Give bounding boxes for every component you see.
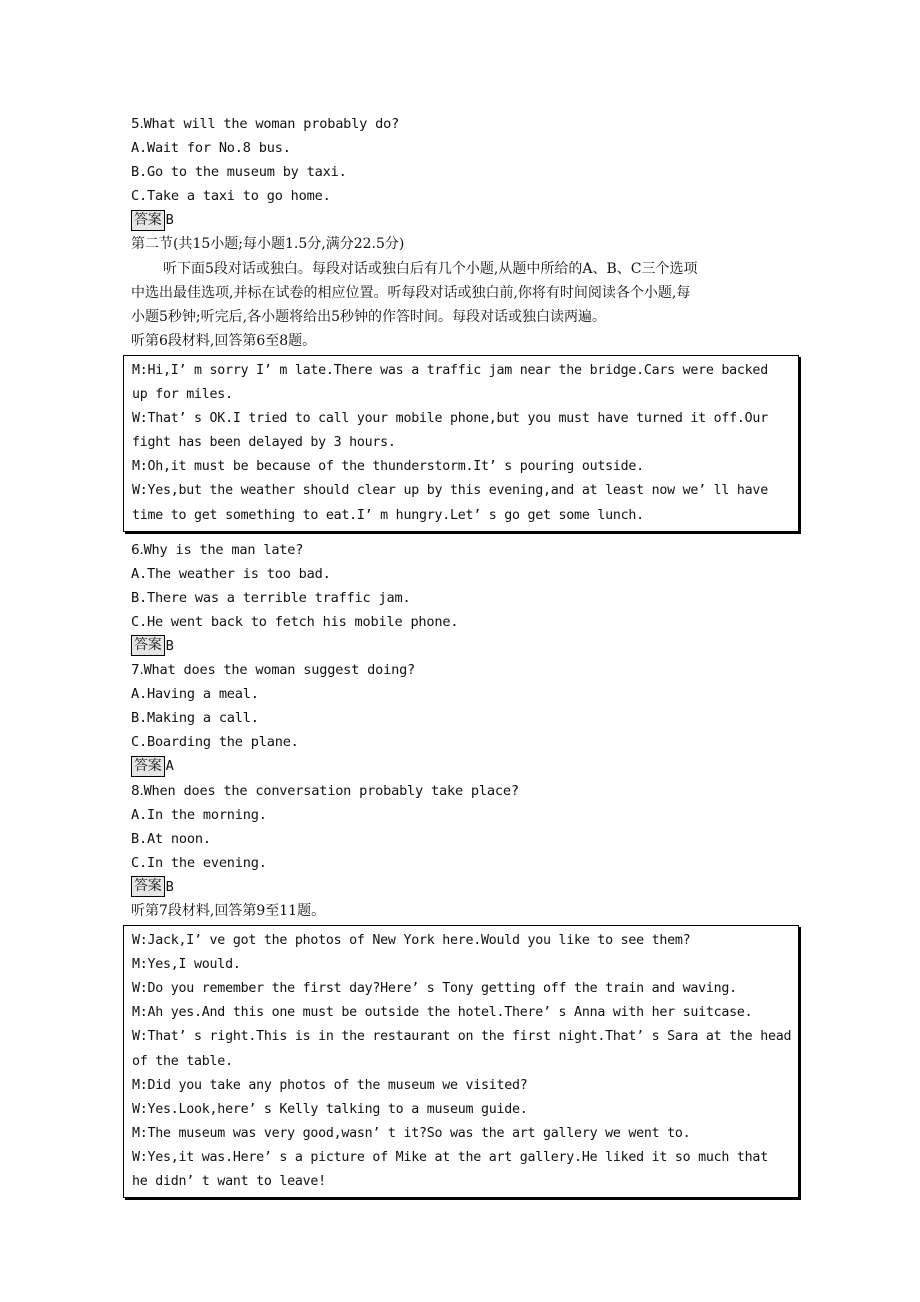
question-5-option-c: C.Take a taxi to go home.	[131, 188, 331, 205]
question-7-option-b: B.Making a call.	[131, 710, 259, 727]
question-number: 6.	[131, 541, 144, 558]
answer-value: A	[165, 758, 174, 775]
material-7-intro: 听第7段材料,回答第9至11题。	[131, 903, 326, 919]
question-7-option-c: C.Boarding the plane.	[131, 734, 299, 751]
transcript-line: W:Yes,but the weather should clear up by this evening,and at least now we’ ll have	[132, 483, 768, 499]
question-8-stem: 8.When does the conversation probably take place?	[131, 782, 519, 799]
material-7-transcript-box	[123, 925, 799, 1198]
question-number: 5.	[131, 116, 144, 132]
question-8-option-c: C.In the evening.	[131, 854, 267, 871]
instructions-line-2: 中选出最佳选项,并标在试卷的相应位置。听每段对话或独白前,你将有时间阅读各个小题,每	[131, 284, 691, 301]
question-7-stem: 7.What does the woman suggest doing?	[131, 662, 416, 679]
question-6-option-b: B.There was a terrible traffic jam.	[131, 589, 411, 606]
question-7-answer	[131, 754, 801, 778]
transcript-line: time to get something to eat.I’ m hungry.Let’ s go get some lunch.	[132, 507, 644, 523]
transcript-line: W:Jack,I’ ve got the photos of New York here.Would you like to see them?	[132, 933, 691, 949]
question-8-answer	[131, 875, 801, 899]
transcript-line: M:Hi,I’ m sorry I’ m late.There was a traffic jam near the bridge.Cars were backed	[132, 362, 768, 378]
question-5-answer	[131, 208, 801, 232]
instructions-line-1: 听下面5段对话或独白。每段对话或独白后有几个小题,从题中所给的A、B、C三个选项	[163, 260, 698, 277]
transcript-line: W:That’ s right.This is in the restaurant on the first night.That’ s Sara at the head	[132, 1029, 792, 1045]
material-6-transcript-box	[123, 355, 799, 532]
question-7-option-a: A.Having a meal.	[131, 686, 259, 703]
transcript-line: up for miles.	[132, 387, 233, 403]
answer-label-box: 答案	[131, 635, 165, 656]
transcript-line: M:The museum was very good,wasn’ t it?So was the art gallery we went to.	[132, 1125, 691, 1141]
transcript-line: W:Yes.Look,here’ s Kelly talking to a museum guide.	[132, 1101, 528, 1117]
question-5-stem: 5.What will the woman probably do?	[131, 116, 400, 132]
transcript-line: fight has been delayed by 3 hours.	[132, 435, 396, 451]
transcript-line: M:Did you take any photos of the museum we visited?	[132, 1077, 528, 1093]
transcript-line: W:Do you remember the first day?Here’ s Tony getting off the train and waving.	[132, 981, 737, 997]
question-6-stem: 6.Why is the man late?	[131, 541, 304, 558]
transcript-line: he didn’ t want to leave!	[132, 1174, 326, 1190]
question-6-option-a: A.The weather is too bad.	[131, 565, 331, 582]
answer-label-box: 答案	[131, 210, 165, 231]
question-number: 7.	[131, 662, 144, 679]
question-8-option-a: A.In the morning.	[131, 806, 267, 823]
answer-value: B	[165, 878, 174, 895]
transcript-line: W:Yes,it was.Here’ s a picture of Mike at the art gallery.He liked it so much that	[132, 1149, 768, 1165]
question-8-option-b: B.At noon.	[131, 830, 211, 847]
transcript-line: of the table.	[132, 1053, 233, 1069]
transcript-line: M:Oh,it must be because of the thunderstorm.It’ s pouring outside.	[132, 459, 644, 475]
document-page	[131, 112, 801, 1204]
question-6-option-c: C.He went back to fetch his mobile phone.	[131, 613, 459, 630]
answer-label-box: 答案	[131, 756, 165, 777]
section-heading: 第二节(共15小题;每小题1.5分,满分22.5分)	[131, 236, 405, 253]
material-6-intro: 听第6段材料,回答第6至8题。	[131, 332, 317, 349]
transcript-line: W:That’ s OK.I tried to call your mobile phone,but you must have turned it off.Our	[132, 411, 768, 427]
answer-value: B	[165, 637, 174, 654]
question-5-option-a: A.Wait for No.8 bus.	[131, 140, 291, 157]
transcript-line: M:Yes,I would.	[132, 957, 241, 973]
question-number: 8.	[131, 782, 144, 799]
question-5-option-b: B.Go to the museum by taxi.	[131, 164, 347, 181]
answer-label-box: 答案	[131, 876, 165, 897]
answer-value: B	[165, 212, 174, 229]
instructions-line-3: 小题5秒钟;听完后,各小题将给出5秒钟的作答时间。每段对话或独白读两遍。	[131, 308, 606, 325]
question-6-answer	[131, 634, 801, 658]
transcript-line: M:Ah yes.And this one must be outside the hotel.There’ s Anna with her suitcase.	[132, 1005, 753, 1021]
